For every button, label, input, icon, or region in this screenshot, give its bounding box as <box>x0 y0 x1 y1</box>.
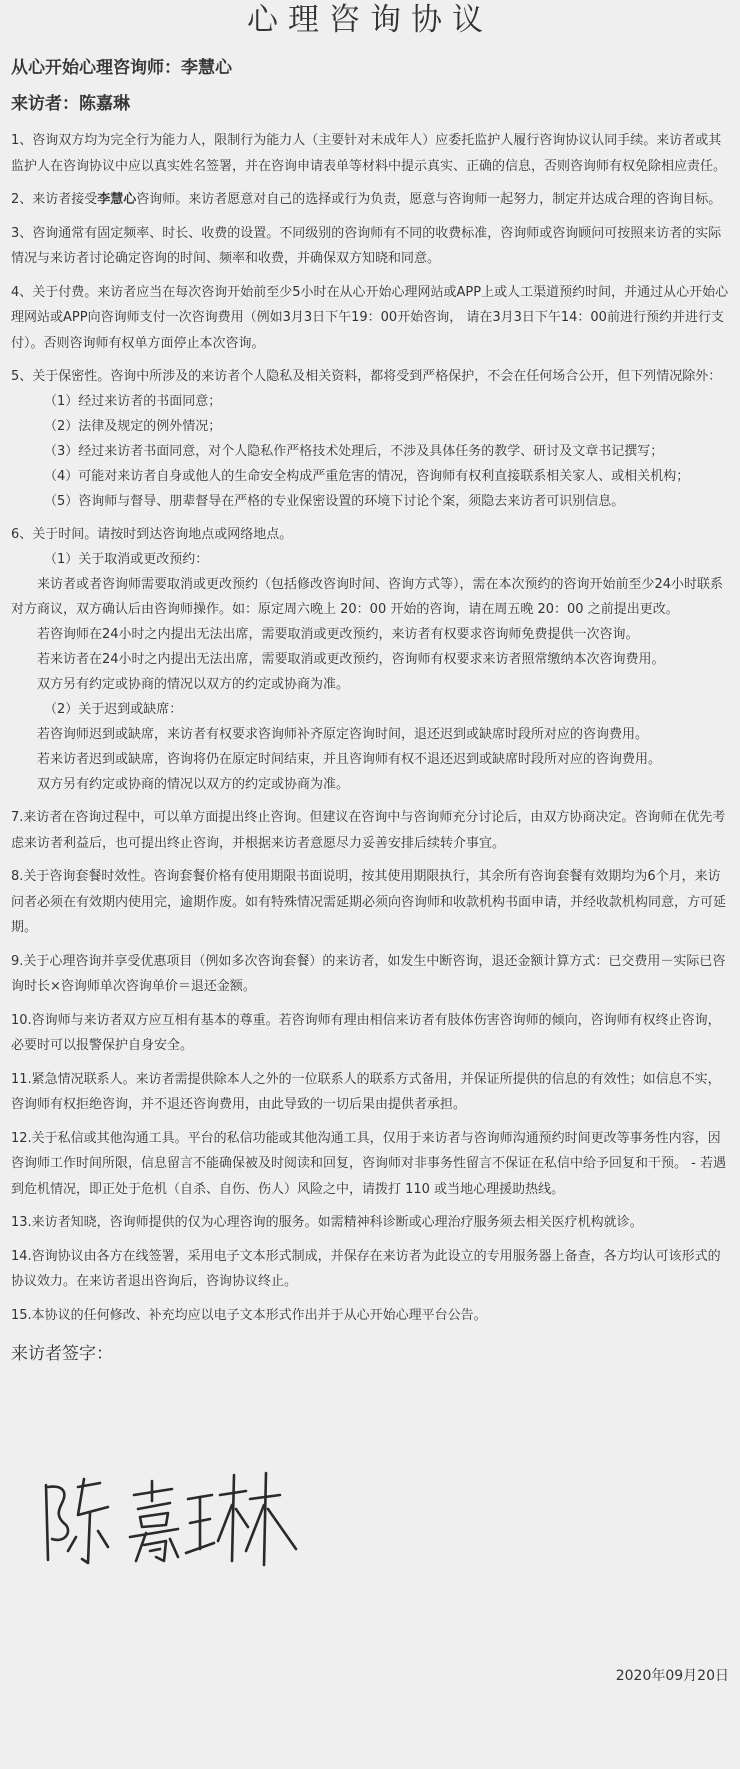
clause-2-counselor-name: 李慧心 <box>97 192 137 207</box>
clause-6-sub1-line: 若来访者在24小时之内提出无法出席，需要取消或更改预约，咨询师有权要求来访者照常缴纳本次咨询费用。 <box>37 652 665 667</box>
clause-15: 15.本协议的任何修改、补充均应以电子文本形式作出并于从心开始心理平台公告。 <box>11 1307 487 1323</box>
clause-5-item: （2）法律及规定的例外情况； <box>44 419 222 434</box>
agreement-clauses <box>11 128 729 1328</box>
clause-5-intro: 5、关于保密性。咨询中所涉及的来访者个人隐私及相关资料，都将受到严格保护，不会在任何场合公开，但下列情况除外： <box>11 369 722 384</box>
clause-3: 3、咨询通常有固定频率、时长、收费的设置。不同级别的咨询师有不同的收费标准，咨询师或咨询顾问可按照来访者的实际情况与来访者讨论确定咨询的时间、频率和收费，并确保双方知晓和同意。 <box>11 225 722 266</box>
clause-5-item: （4）可能对来访者自身或他人的生命安全构成严重危害的情况，咨询师有权利直接联系相关家人、或相关机构； <box>44 469 690 484</box>
clause-5-item: （5）咨询师与督导、朋辈督导在严格的专业保密设置的环境下讨论个案，须隐去来访者可识别信息。 <box>44 494 625 509</box>
clause-12: 12.关于私信或其他沟通工具。平台的私信功能或其他沟通工具，仅用于来访者与咨询师沟通预约时间更改等事务性内容，因咨询师工作时间所限，信息留言不能确保被及时阅读和回复，咨询师对非事务性留言不保证在私信中给予回复和干预。 - 若遇到危机情况，即正处于危机（自杀、自伤、伤人）风险之中，请拨打 110 或当地心理援助热线。 <box>11 1130 726 1197</box>
signature-date: 2020年09月20日 <box>615 1668 729 1684</box>
clause-8: 8.关于咨询套餐时效性。咨询套餐价格有使用期限书面说明，按其使用期限执行，其余所有咨询套餐有效期均为6个月，来访问者必须在有效期内使用完，逾期作废。如有特殊情况需延期必须向咨询师和收款机构书面申请，并经收款机构同意，方可延期。 <box>11 869 727 935</box>
clause-6-sub2-title: （2）关于迟到或缺席： <box>44 702 183 717</box>
counselor-line: 从心开始心理咨询师：李慧心 <box>11 58 232 78</box>
clause-10: 10.咨询师与来访者双方应互相有基本的尊重。若咨询师有理由相信来访者有肢体伤害咨询师的倾向，咨询师有权终止咨询，必要时可以报警保护自身安全。 <box>11 1012 721 1053</box>
clause-6-sub2-line: 双方另有约定或协商的情况以双方的约定或协商为准。 <box>37 777 350 792</box>
page-title: 心理咨询协议 <box>247 2 493 38</box>
clause-6-intro: 6、关于时间。请按时到达咨询地点或网络地点。 <box>11 527 293 542</box>
clause-11: 11.紧急情况联系人。来访者需提供除本人之外的一位联系人的联系方式备用，并保证所提供的信息的有效性；如信息不实，咨询师有权拒绝咨询，并不退还咨询费用，由此导致的一切后果由提供者承担。 <box>11 1071 721 1112</box>
clause-5-item: （3）经过来访者书面同意，对个人隐私作严格技术处理后，不涉及具体任务的教学、研讨及文章书记撰写； <box>44 444 664 459</box>
clause-4: 4、关于付费。来访者应当在每次咨询开始前至少5小时在从心开始心理网站或APP上或人工渠道预约时间，并通过从心开始心理网站或APP向咨询师支付一次咨询费用（例如3月3日下午19：00开始咨询， 请在3月3日下午14：00前进行预约并进行支付）。否则咨询师有权单方面停止本次咨询。 <box>11 284 729 351</box>
clause-5-item: （1）经过来访者的书面同意； <box>44 394 222 409</box>
clause-9: 9.关于心理咨询并享受优惠项目（例如多次咨询套餐）的来访者，如发生中断咨询，退还金额计算方式：已交费用－实际已咨询时长×咨询师单次咨询单价＝退还金额。 <box>11 953 726 994</box>
clause-6-sub1-line: 来访者或者咨询师需要取消或更改预约（包括修改咨询时间、咨询方式等），需在本次预约的咨询开始前至少24小时联系对方商议，双方确认后由咨询师操作。如：原定周六晚上 20：00 开始的咨询，请在周五晚 20：00 之前提出更改。 <box>11 577 724 617</box>
clause-2 <box>11 187 729 213</box>
clause-6-sub2-line: 若来访者迟到或缺席，咨询将仍在原定时间结束，并且咨询师有权不退还迟到或缺席时段所对应的咨询费用。 <box>37 752 662 767</box>
signature-label: 来访者签字： <box>11 1344 113 1364</box>
handwritten-signature <box>38 1465 318 1585</box>
clause-6-sub1-line: 双方另有约定或协商的情况以双方的约定或协商为准。 <box>37 677 350 692</box>
clause-13: 13.来访者知晓，咨询师提供的仅为心理咨询的服务。如需精神科诊断或心理治疗服务须去相关医疗机构就诊。 <box>11 1215 643 1230</box>
clause-6-sub1-line: 若咨询师在24小时之内提出无法出席，需要取消或更改预约，来访者有权要求咨询师免费提供一次咨询。 <box>37 627 639 642</box>
clause-7: 7.来访者在咨询过程中，可以单方面提出终止咨询。但建议在咨询中与咨询师充分讨论后，由双方协商决定。咨询师在优先考虑来访者利益后，也可提出终止咨询，并根据来访者意愿尽力妥善安排后续转介事宜。 <box>11 810 726 851</box>
clause-5 <box>11 364 729 514</box>
clause-2-post: 咨询师。来访者愿意对自己的选择或行为负责，愿意与咨询师一起努力，制定并达成合理的咨询目标。 <box>136 192 722 207</box>
clause-6-sub2-line: 若咨询师迟到或缺席，来访者有权要求咨询师补齐原定咨询时间，退还迟到或缺席时段所对应的咨询费用。 <box>37 727 649 742</box>
clause-14: 14.咨询协议由各方在线签署，采用电子文本形式制成，并保存在来访者为此设立的专用服务器上备查，各方均认可该形式的协议效力。在来访者退出咨询后，咨询协议终止。 <box>11 1248 721 1289</box>
clause-2-pre: 2、来访者接受 <box>11 192 98 207</box>
clause-6 <box>11 522 729 797</box>
clause-6-sub1-title: （1）关于取消或更改预约： <box>44 552 209 567</box>
clause-1: 1、咨询双方均为完全行为能力人，限制行为能力人（主要针对未成年人）应委托监护人履行咨询协议认同手续。来访者或其监护人在咨询协议中应以真实姓名签署，并在咨询申请表单等材料中提示真实、正确的信息，否则咨询师有权免除相应责任。 <box>11 133 727 174</box>
visitor-line: 来访者：陈嘉琳 <box>11 94 130 114</box>
